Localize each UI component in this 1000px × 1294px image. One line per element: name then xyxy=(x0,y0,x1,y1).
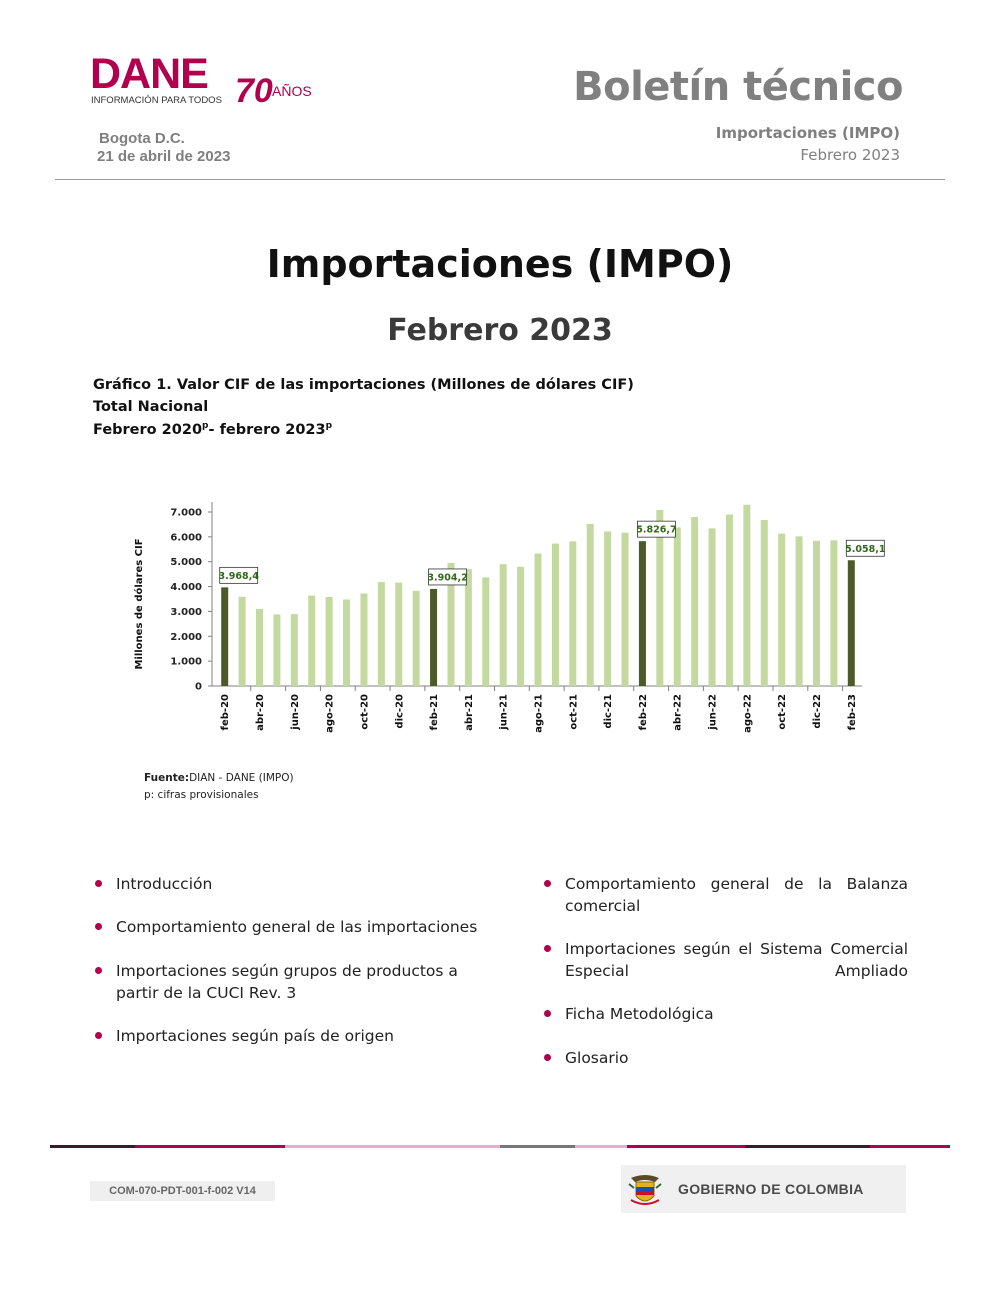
imports-bar-chart xyxy=(130,492,886,742)
bullet-icon xyxy=(544,1054,551,1061)
contents-item-label: Glosario xyxy=(565,1049,629,1067)
x-tick-label: oct-22 xyxy=(777,694,789,730)
chart-caption-period xyxy=(93,421,332,438)
bar-feb-22 xyxy=(639,541,646,686)
bar-sep-20 xyxy=(343,599,350,686)
x-tick-label: dic-22 xyxy=(811,694,823,729)
contents-item[interactable] xyxy=(565,938,908,982)
provisional-mark: p xyxy=(325,421,333,431)
x-tick-label: feb-23 xyxy=(846,694,858,731)
y-tick-label: 2.000 xyxy=(170,631,202,643)
x-tick-label: feb-22 xyxy=(637,694,649,731)
bar-abr-21 xyxy=(465,569,472,686)
chart-source xyxy=(144,772,294,784)
bullet-icon xyxy=(95,1032,102,1039)
bar-ago-20 xyxy=(326,597,333,686)
provisional-mark: p xyxy=(202,421,209,431)
bullet-icon xyxy=(544,1010,551,1017)
period-start: Febrero 2020 xyxy=(93,421,203,438)
header-topic: Importaciones (IMPO) xyxy=(715,124,900,142)
bar-oct-20 xyxy=(360,594,367,686)
data-label-feb-23 xyxy=(845,540,885,556)
bar-mar-20 xyxy=(239,597,246,686)
data-label-feb-22 xyxy=(636,521,676,537)
bar-sep-22 xyxy=(761,520,768,686)
x-tick-label: jun-22 xyxy=(707,694,719,730)
y-tick-label: 3.000 xyxy=(170,606,202,618)
bullet-icon xyxy=(95,880,102,887)
contents-item-label: Ficha Metodológica xyxy=(565,1005,714,1023)
contents-item[interactable] xyxy=(565,1047,908,1069)
chart-bars xyxy=(218,505,855,686)
bar-ago-22 xyxy=(743,505,750,686)
bar-oct-22 xyxy=(778,534,785,686)
x-tick-label: ago-21 xyxy=(533,694,545,733)
y-tick-label: 6.000 xyxy=(170,532,202,544)
bar-jul-22 xyxy=(726,514,733,686)
x-tick-label: abr-22 xyxy=(672,694,684,731)
bar-may-22 xyxy=(691,517,698,686)
data-label-feb-20 xyxy=(219,567,260,583)
data-label-text: 5.826,7 xyxy=(636,524,677,536)
bullet-icon xyxy=(544,945,551,952)
contents-item[interactable] xyxy=(116,916,486,938)
contents-item[interactable] xyxy=(116,873,486,895)
x-tick-label: oct-21 xyxy=(568,694,580,730)
chart-caption-title: Gráfico 1. Valor CIF de las importaciones (Millones de dólares CIF) xyxy=(93,377,634,393)
form-code: COM-070-PDT-001-f-002 V14 xyxy=(90,1181,275,1201)
x-tick-label: jun-20 xyxy=(289,694,301,730)
city: Bogota D.C. xyxy=(99,130,185,147)
bullet-icon xyxy=(544,880,551,887)
contents-item-label: Importaciones según país de origen xyxy=(116,1027,394,1045)
bar-ene-22 xyxy=(622,533,629,686)
dane-logo xyxy=(90,52,320,108)
contents-item-label: Introducción xyxy=(116,875,213,893)
logo-text: DANE xyxy=(90,50,208,98)
x-tick-label: dic-21 xyxy=(603,694,615,729)
bar-ago-21 xyxy=(535,554,542,686)
government-label: GOBIERNO DE COLOMBIA xyxy=(678,1181,864,1197)
x-tick-label: jun-21 xyxy=(498,694,510,730)
data-label-text: 3.968,4 xyxy=(218,570,259,582)
bar-abr-22 xyxy=(674,527,681,686)
publication-date: 21 de abril de 2023 xyxy=(97,148,231,165)
bar-oct-21 xyxy=(569,541,576,686)
bar-abr-20 xyxy=(256,609,263,686)
contents-item-label: Comportamiento general de las importaciones xyxy=(116,918,478,936)
bar-feb-21 xyxy=(430,589,437,686)
x-tick-label: ago-22 xyxy=(742,694,754,733)
source-label: Fuente: xyxy=(144,772,190,784)
source-text: DIAN - DANE (IMPO) xyxy=(189,772,294,784)
bar-jul-20 xyxy=(308,596,315,686)
bar-jun-21 xyxy=(500,564,507,686)
bar-nov-21 xyxy=(587,524,594,686)
header-divider xyxy=(55,179,945,180)
page-title: Importaciones (IMPO) xyxy=(266,242,734,286)
chart-caption-scope: Total Nacional xyxy=(93,399,209,415)
contents-item[interactable] xyxy=(565,1003,908,1025)
data-label-feb-21 xyxy=(427,569,467,585)
period-end: - febrero 2023 xyxy=(208,421,326,438)
bullet-icon xyxy=(95,967,102,974)
chart-note: p: cifras provisionales xyxy=(144,789,259,801)
bar-sep-21 xyxy=(552,544,559,686)
bar-feb-23 xyxy=(848,560,855,686)
y-tick-label: 4.000 xyxy=(170,582,202,594)
contents-item[interactable] xyxy=(116,960,486,1004)
bar-ene-23 xyxy=(830,540,837,686)
x-tick-label: oct-20 xyxy=(359,694,371,730)
bar-dic-21 xyxy=(604,531,611,686)
bar-may-20 xyxy=(273,614,280,686)
y-tick-label: 5.000 xyxy=(170,557,202,569)
x-tick-label: abr-20 xyxy=(255,694,267,731)
footer-color-bar xyxy=(50,1145,950,1148)
bar-nov-20 xyxy=(378,582,385,686)
coat-of-arms-icon xyxy=(625,1170,665,1210)
bullet-icon xyxy=(95,923,102,930)
anniversary-number: 70 xyxy=(235,72,273,110)
y-tick-label: 1.000 xyxy=(170,656,202,668)
header-period: Febrero 2023 xyxy=(800,146,900,164)
data-label-text: 3.904,2 xyxy=(427,572,468,584)
contents-item-label: Importaciones según grupos de productos a partir de la CUCI Rev. 3 xyxy=(116,962,458,1002)
bar-dic-22 xyxy=(813,541,820,686)
bar-feb-20 xyxy=(221,587,228,686)
y-axis-title: Millones de dólares CIF xyxy=(134,538,145,670)
bar-dic-20 xyxy=(395,583,402,686)
contents-item-label: Importaciones según el Sistema Comercial Especial Ampliado xyxy=(565,940,908,980)
page-subtitle: Febrero 2023 xyxy=(387,313,613,348)
y-tick-label: 0 xyxy=(195,681,202,693)
bar-ene-21 xyxy=(413,591,420,686)
contents-item[interactable] xyxy=(116,1025,486,1047)
bar-jul-21 xyxy=(517,567,524,686)
x-tick-label: ago-20 xyxy=(324,694,336,733)
bulletin-title: Boletín técnico xyxy=(573,64,903,110)
x-tick-label: feb-21 xyxy=(429,694,441,731)
y-tick-label: 7.000 xyxy=(170,507,202,519)
bar-jun-22 xyxy=(709,528,716,686)
contents-item[interactable] xyxy=(565,873,908,917)
data-label-text: 5.058,1 xyxy=(845,543,886,555)
bar-may-21 xyxy=(482,577,489,686)
logo-tagline: INFORMACIÓN PARA TODOS xyxy=(91,95,222,106)
contents-item-label: Comportamiento general de la Balanza comercial xyxy=(565,875,908,915)
anniversary-word: AÑOS xyxy=(272,83,312,99)
bar-nov-22 xyxy=(796,536,803,686)
x-tick-label: dic-20 xyxy=(394,694,406,729)
bar-jun-20 xyxy=(291,614,298,686)
x-tick-label: feb-20 xyxy=(220,694,232,731)
x-tick-label: abr-21 xyxy=(463,694,475,731)
